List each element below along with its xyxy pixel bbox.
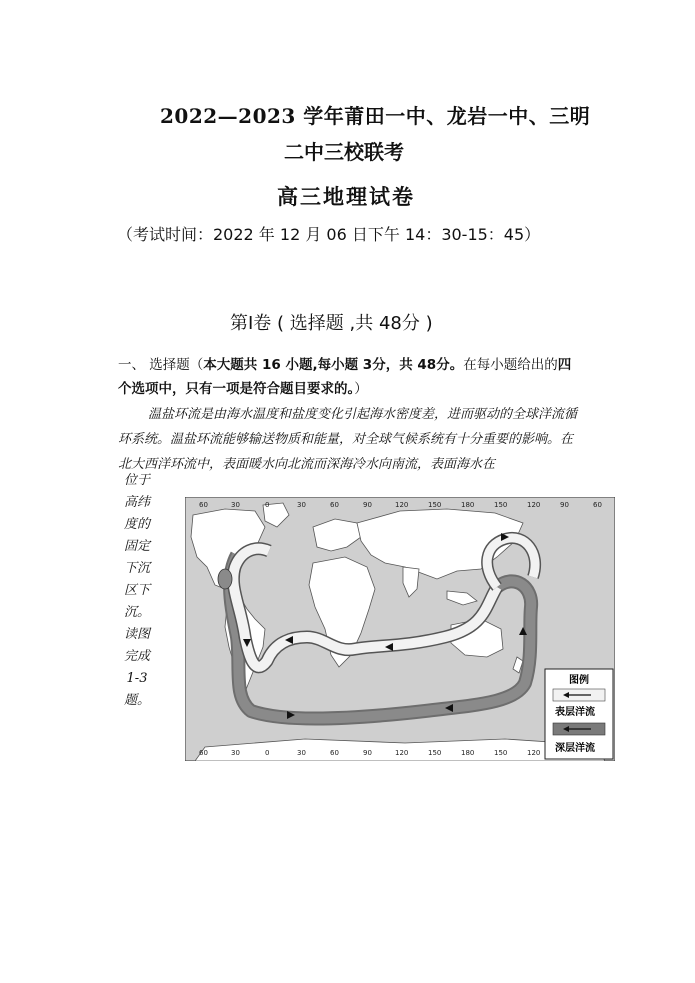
legend-title: 图例 (569, 675, 589, 686)
thermohaline-map (185, 497, 615, 761)
tick-label: 30 (231, 749, 240, 757)
side-line: 固定 (123, 539, 150, 554)
side-line: 沉。 (123, 605, 150, 620)
legend-surface-label: 表层洋流 (555, 707, 595, 718)
map-legend (545, 669, 613, 759)
tick-label: 0 (265, 749, 270, 757)
side-line: 区下 (123, 583, 150, 598)
side-line: 题。 (123, 693, 150, 708)
tick-label: 60 (199, 749, 208, 757)
tick-label: 150 (428, 749, 442, 757)
tick-label: 150 (494, 501, 508, 509)
legend-deep-label: 深层洋流 (555, 743, 595, 754)
tick-label: 120 (527, 501, 541, 509)
passage-text: 温盐环流是由海水温度和盐度变化引起海水密度差，进而驱动的全球洋流循环系统。温盐环流能够输送物质和能量，对全球气候系统有十分重要的影响。在北大西洋环流中，表面暖水向北流而深海冷水向南流，表面海水在 (118, 407, 578, 472)
side-line: 1-3 (126, 671, 148, 686)
side-line: 位于 (123, 473, 150, 488)
title-line-1: 2022—2023 学年莆田一中、龙岩一中、三明 (160, 104, 591, 128)
title-line-2: 二中三校联考 (284, 140, 404, 164)
instr-normal: 在每小题给出的 (463, 357, 558, 373)
tick-label: 30 (297, 749, 306, 757)
instructions (118, 353, 583, 401)
tick-label: 0 (265, 501, 270, 509)
side-line: 读图 (123, 627, 150, 642)
instr-bold-2: 四个选项中，只有一项是符合题目要求的。 (118, 357, 572, 397)
tick-label: 60 (330, 501, 339, 509)
side-line: 高纬 (123, 495, 150, 510)
tick-label: 30 (231, 501, 240, 509)
instr-prefix: 一、 选择题（ (118, 357, 204, 373)
side-line: 完成 (123, 649, 150, 664)
instr-bold-1: 本大题共 16 小题,每小题 3分，共 48分。 (203, 357, 464, 373)
tick-label: 180 (461, 749, 475, 757)
tick-label: 60 (199, 501, 208, 509)
passage-side-text (118, 470, 156, 712)
exam-time: （考试时间：2022 年 12 月 06 日下午 14：30-15：45） (117, 225, 541, 244)
tick-label: 150 (494, 749, 508, 757)
instr-suffix: ） (354, 381, 368, 397)
tick-label: 30 (297, 501, 306, 509)
sink-region-marker (218, 569, 232, 589)
tick-label: 150 (428, 501, 442, 509)
tick-label: 120 (527, 749, 541, 757)
exam-subject-title: 高三地理试卷 (277, 184, 415, 209)
side-line: 度的 (123, 517, 150, 532)
tick-label: 90 (560, 501, 569, 509)
tick-label: 120 (395, 501, 409, 509)
side-line: 下沉 (123, 561, 150, 576)
section-title: 第Ⅰ卷 ( 选择题 ,共 48分 ) (230, 313, 433, 334)
tick-label: 90 (363, 501, 372, 509)
tick-label: 60 (330, 749, 339, 757)
tick-label: 120 (395, 749, 409, 757)
tick-label: 60 (593, 501, 602, 509)
tick-label: 90 (363, 749, 372, 757)
tick-label: 180 (461, 501, 475, 509)
